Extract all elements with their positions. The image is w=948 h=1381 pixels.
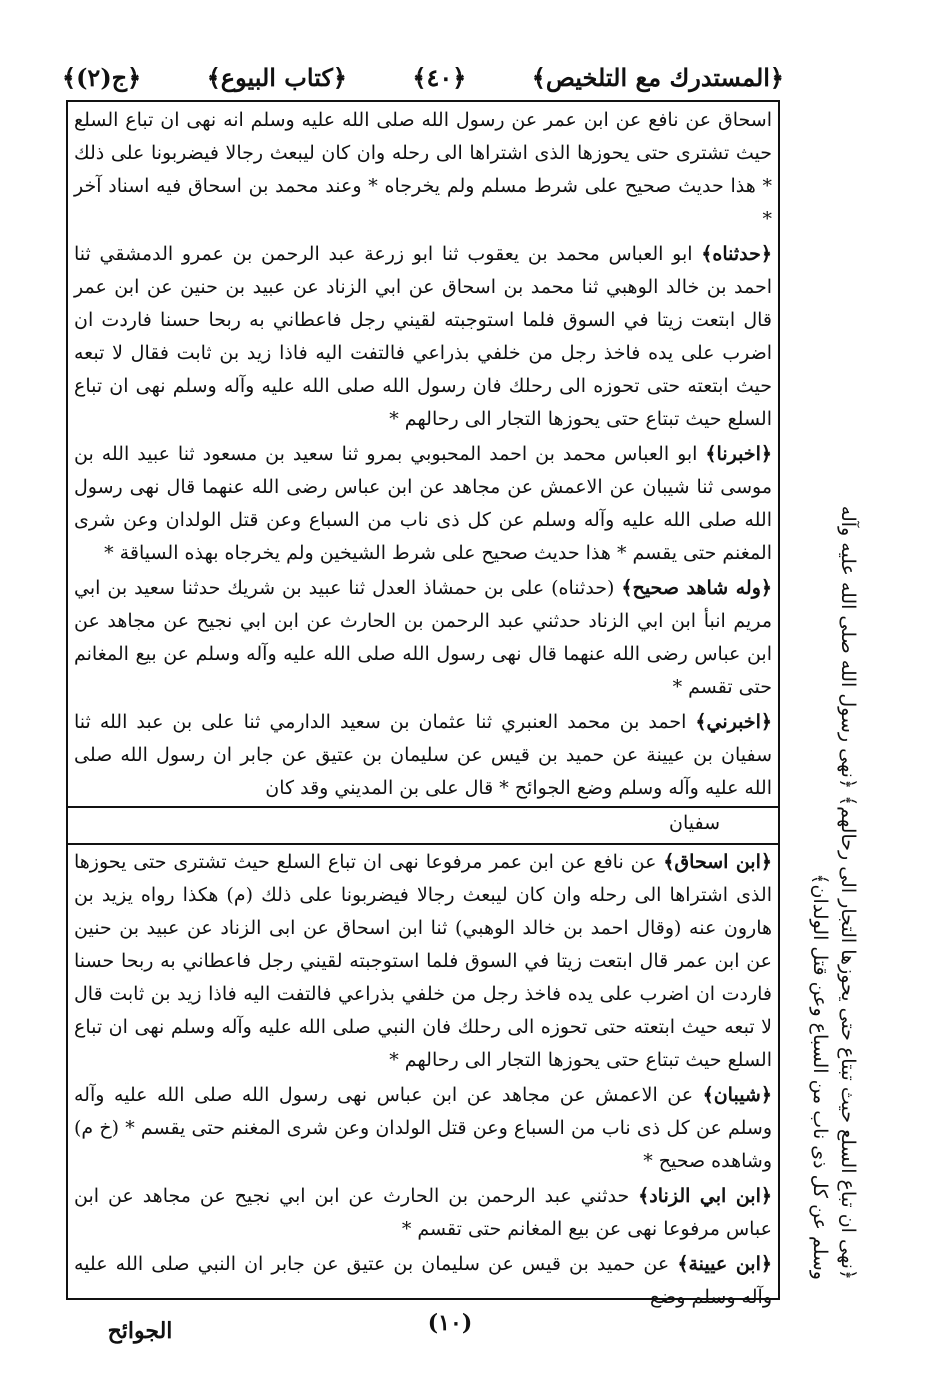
paragraph xyxy=(74,104,772,236)
note xyxy=(74,1079,772,1178)
chapter-title: ﴿كتاب البيوع﴾ xyxy=(206,62,347,92)
note-text: عن الاعمش عن مجاهد عن ابن عباس نهى رسول الله صلى الله عليه وآله وسلم عن كل ذى ناب من السباع وعن قتل الولدان وعن شرى المغنم حتى يقسم * (خ م) وشاهده صحيح * xyxy=(74,1084,772,1172)
margin-note-text: ﴿نهى ان تباع السلع حيث تبتاع حتى يحوزها التجار الى رحالهم﴾ ﴿نهى رسول الله صلى الله عليه وآله وسلم عن كل ذى ناب من السباع وعن قتل الولدان﴾ xyxy=(809,505,859,1280)
note-text: حدثني عبد الرحمن بن الحارث عن ابن ابي نجيح عن مجاهد عن ابن عباس مرفوعا نهى عن بيع المغانم حتى تقسم * xyxy=(74,1185,772,1240)
page-marker: ﴿٤٠﴾ xyxy=(412,62,467,92)
note-heading: ﴿شيبان﴾ xyxy=(702,1084,772,1106)
paragraph-heading: ﴿اخبرنا﴾ xyxy=(705,443,772,465)
note-heading: ﴿ابن عيينة﴾ xyxy=(677,1253,772,1275)
paragraph xyxy=(74,706,772,805)
divider-bottom xyxy=(66,843,780,845)
continuation-word: سفيان xyxy=(668,812,720,834)
note-text: عن حميد بن قيس عن سليمان بن عتيق عن جابر ان النبي صلى الله عليه وآله وسلم وضع xyxy=(74,1253,772,1308)
summary-notes xyxy=(74,846,772,1316)
running-header xyxy=(62,55,784,99)
note xyxy=(74,1180,772,1246)
paragraph-heading: ﴿وله شاهد صحيح﴾ xyxy=(621,577,772,599)
note xyxy=(74,1248,772,1314)
main-text xyxy=(74,104,772,807)
paragraph-text: احمد بن محمد العنبري ثنا عثمان بن سعيد الدارمي ثنا على بن عبد الله ثنا سفيان بن عيينة عن حميد بن قيس عن سليمان بن عتيق عن جابر ان رسول الله صلى الله عليه وآله وسلم وضع الجوائح * قال على بن المديني وقد كان xyxy=(74,711,772,799)
paragraph xyxy=(74,438,772,570)
book-title: ﴿المستدرك مع التلخيص﴾ xyxy=(531,62,784,92)
paragraph-text: اسحاق عن نافع عن ابن عمر عن رسول الله صلى الله عليه وسلم انه نهى ان تباع السلع حيث تشترى حتى يحوزها الذى اشتراها الى رحله وان كان ليبعث رجالا فيضربونا على ذلك * هذا حديث صحيح على شرط مسلم ولم يخرجاه * وعند محمد بن اسحاق فيه اسناد آخر * xyxy=(74,109,772,230)
catchword: الجوائح xyxy=(107,1318,173,1344)
paragraph xyxy=(74,238,772,436)
paragraph-heading: ﴿حدثناه﴾ xyxy=(701,243,772,265)
paragraph-text: (حدثناه) على بن حمشاذ العدل ثنا عبيد بن شريك حدثنا سعيد بن ابي مريم انبأ ابن ابي الزناد حدثني عبد الرحمن بن الحارث عن ابن ابي نجيح عن مجاهد عن ابن عباس رضى الله عنهما قال نهى رسول الله صلى الله عليه وآله وسلم عن بيع المغانم حتى تقسم * xyxy=(74,577,772,698)
paragraph-heading: ﴿اخبرني﴾ xyxy=(695,711,773,733)
note xyxy=(74,846,772,1077)
note-text: عن نافع عن ابن عمر مرفوعا نهى ان تباع السلع حيث تشترى حتى يحوزها الذى اشتراها الى رحله وان كان ليبعث رجالا فيضربونا على ذلك (م) هكذا رواه يزيد بن هارون عنه (وقال احمد بن خالد الوهبي) ثنا ابن اسحاق عن ابى الزناد عن عبيد بن حنين عن ابن عمر قال ابتعت زيتا في السوق فلما استوجبته لقيني رجل فاعطاني به ربحا حسنا فاردت ان اضرب على يده فاخذ رجل من خلفي بذراعي فالتفت اليه فاذا زيد بن ثابت قال لا تبعه حيث ابتعته حتى تحوزه الى رحلك فان النبي صلى الله عليه وآله وسلم نهى ان تباع السلع حيث تبتاع حتى يحوزها التجار الى رحالهم * xyxy=(74,851,772,1071)
volume-number: ﴿ج(٢)﴾ xyxy=(62,62,142,92)
page-footer xyxy=(60,1310,780,1350)
note-heading: ﴿ابن ابي الزناد﴾ xyxy=(638,1185,772,1207)
paragraph-text: ابو العباس محمد بن احمد المحبوبي بمرو ثنا سعيد بن مسعود ثنا عبيد الله بن موسى ثنا شيبان عن الاعمش عن مجاهد عن ابن عباس رضى الله عنهما قال نهى رسول الله صلى الله عليه وآله وسلم عن كل ذى ناب من السباع وعن قتل الولدان وعن شرى المغنم حتى يقسم * هذا حديث صحيح على شرط الشيخين ولم يخرجاه بهذه السياقة * xyxy=(74,443,772,564)
margin-note xyxy=(802,460,862,1280)
paragraph xyxy=(74,572,772,704)
note-heading: ﴿ابن اسحاق﴾ xyxy=(663,851,773,873)
page-number: (١٠) xyxy=(427,1310,473,1336)
paragraph-text: ابو العباس محمد بن يعقوب ثنا ابو زرعة عبد الرحمن بن عمرو الدمشقي ثنا احمد بن خالد الوهبي ثنا محمد بن اسحاق عن ابي الزناد عن عبيد بن حنين عن ابن عمر قال ابتعت زيتا في السوق فلما استوجبته لقيني رجل فاعطاني به ربحا حسنا فاردت ان اضرب على يده فاخذ رجل من خلفي بذراعي فالتفت اليه فاذا زيد بن ثابت فقال لا تبعه حيث ابتعته حتى تحوزه الى رحلك فان رسول الله صلى الله عليه وآله وسلم نهى ان تباع السلع حيث تبتاع حتى يحوزها التجار الى رحالهم * xyxy=(74,243,772,430)
